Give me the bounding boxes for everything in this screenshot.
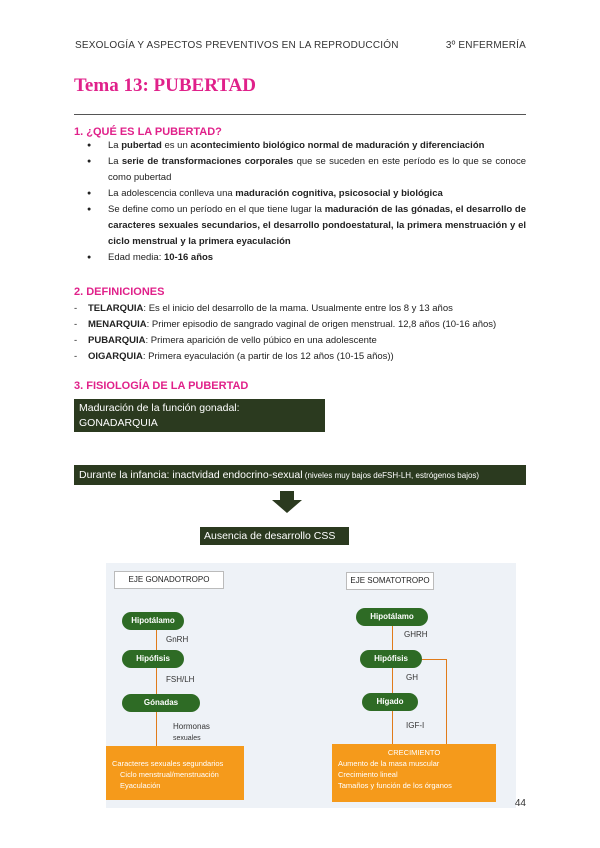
growth-effects-box <box>332 744 496 802</box>
running-header-right: 3º ENFERMERÍA <box>445 40 526 51</box>
left-node-hipofisis: Hipófisis <box>122 650 184 668</box>
effect-item: Ciclo menstrual/menstruación <box>120 770 219 779</box>
hormonas-sexuales-label <box>173 721 210 745</box>
infancy-main-text: Durante la infancia: inactvidad endocrino-sexual <box>79 469 303 481</box>
left-connector-1 <box>156 630 157 650</box>
infancy-box <box>74 465 526 485</box>
ausencia-box: Ausencia de desarrollo CSS <box>200 527 349 545</box>
left-connector-3 <box>156 712 157 746</box>
effect-item: Tamaños y función de los órganos <box>338 781 452 790</box>
infancy-small-text: (niveles muy bajos deFSH-LH, estrógenos bajos) <box>302 471 480 480</box>
right-connector-1 <box>392 626 393 650</box>
list-item: ● Se define como un período en el que tiene lugar la maduración de las gónadas, el desarrollo de caracteres sexuales secundarios, el desarrollo pondoestatural, la primera menstruación y el ciclo menstrual y la primera eyaculación <box>74 202 526 250</box>
gonadarquia-box <box>74 399 325 444</box>
gonadotropic-axis-title: EJE GONADOTROPO <box>114 571 224 589</box>
title-divider <box>74 114 526 115</box>
left-node-gonadas: Gónadas <box>122 694 200 712</box>
effect-item: Eyaculación <box>120 781 161 790</box>
section-1-list <box>74 138 526 266</box>
right-node-higado: Hígado <box>362 693 418 711</box>
gonadotropic-effects-box <box>106 746 244 800</box>
fsh-lh-label: FSH/LH <box>166 675 195 684</box>
effect-item: Caracteres sexuales segundarios <box>112 759 224 768</box>
definition-item: - OIGARQUIA: Primera eyaculación (a partir de los 12 años (10-15 años)) <box>74 349 526 365</box>
effect-item: Crecimiento lineal <box>338 770 398 779</box>
definitions-list <box>74 301 526 365</box>
gonadarquia-line-1: Maduración de la función gonadal: GONADARQUIA <box>79 402 240 429</box>
page-number: 44 <box>514 798 526 809</box>
sexuales-text: sexuales <box>173 735 201 742</box>
list-item: ● La pubertad es un acontecimiento biológico normal de maduración y diferenciación <box>74 138 526 154</box>
definition-item: - MENARQUIA: Primer episodio de sangrado vaginal de origen menstrual. 12,8 años (10-16 años) <box>74 317 526 333</box>
growth-title: CRECIMIENTO <box>387 748 441 757</box>
right-gh-branch <box>422 659 446 660</box>
page-title: Tema 13: PUBERTAD <box>74 75 256 96</box>
ghrh-label: GHRH <box>404 630 428 639</box>
somatotropic-axis-title: EJE SOMATOTROPO <box>346 572 434 590</box>
left-node-hipotalamo: Hipotálamo <box>122 612 184 630</box>
right-node-hipofisis: Hipófisis <box>360 650 422 668</box>
gonadarquia-line-2: Gonadotropinas <box>79 432 154 444</box>
list-item: ● La adolescencia conlleva una maduración cognitiva, psicosocial y biológica <box>74 186 526 202</box>
list-item: ● La serie de transformaciones corporales que se suceden en este período es lo que se conoce como pubertad <box>74 154 526 186</box>
definition-item: - TELARQUIA: Es el inicio del desarrollo de la mama. Usualmente entre los 8 y 13 años <box>74 301 526 317</box>
right-connector-2 <box>392 668 393 693</box>
right-node-hipotalamo: Hipotálamo <box>356 608 428 626</box>
section-1-heading: 1. ¿QUÉ ES LA PUBERTAD? <box>74 126 222 138</box>
left-connector-2 <box>156 668 157 694</box>
running-header-left: SEXOLOGÍA Y ASPECTOS PREVENTIVOS EN LA REPRODUCCIÓN <box>75 40 399 51</box>
right-gh-direct-line <box>446 659 447 744</box>
right-connector-3 <box>392 711 393 744</box>
definition-item: - PUBARQUIA: Primera aparición de vello púbico en una adolescente <box>74 333 526 349</box>
down-arrow-icon <box>272 491 302 513</box>
igf-label: IGF-I <box>406 721 425 730</box>
gnrh-label: GnRH <box>166 635 189 644</box>
endocrine-axes-diagram <box>106 563 516 808</box>
section-2-heading: 2. DEFINICIONES <box>74 286 165 298</box>
hormonas-text: Hormonas <box>173 722 210 731</box>
list-item: ● Edad media: 10-16 años <box>74 250 526 266</box>
section-3-heading: 3. FISIOLOGÍA DE LA PUBERTAD <box>74 380 249 392</box>
effect-item: Aumento de la masa muscular <box>338 759 440 768</box>
gh-label: GH <box>406 673 418 682</box>
